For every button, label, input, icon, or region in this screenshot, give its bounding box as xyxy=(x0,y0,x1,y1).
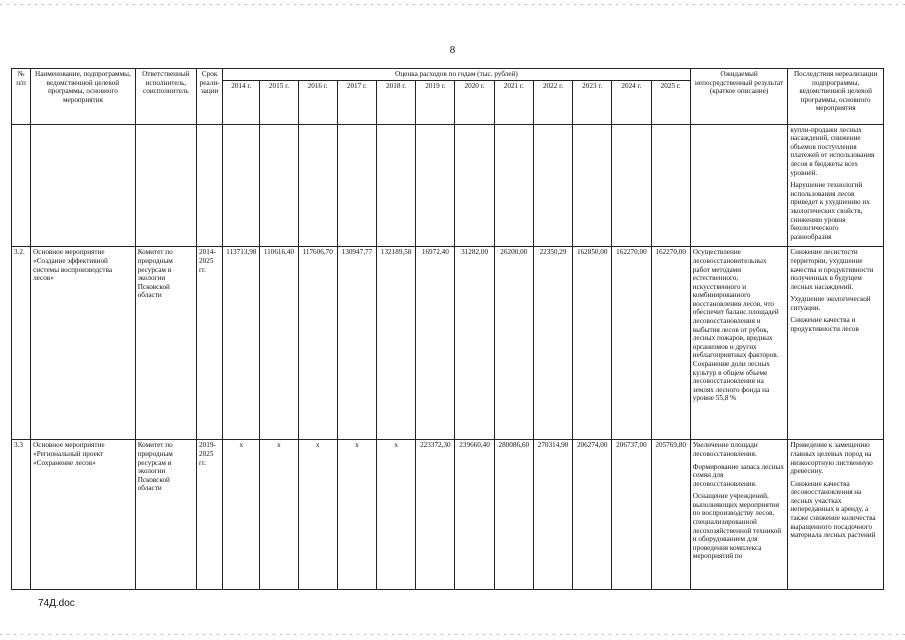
row-executor xyxy=(135,124,196,247)
row-result xyxy=(690,247,788,440)
result-text: Увеличение площади лесовосстановления. xyxy=(692,441,758,458)
cost-cell xyxy=(223,124,260,247)
header-year: 2016 г. xyxy=(298,80,337,124)
cost-cell: x xyxy=(337,440,376,590)
consequence-text: купли-продажи лесных насаждений, снижение объемов поступления платежей от использования лесов в бюджеты всех уровней. xyxy=(790,125,875,177)
consequence-text: Снижение качества лесовосстановления на лесных участках непереданных в аренду, а также снижение количества выращенного посадочного материала лесных растений xyxy=(790,479,876,540)
cost-cell: 26200,00 xyxy=(494,247,533,440)
header-consequences: Последствия нереализации подпрограммы, ведомственной целевой программы, основного мероприятия xyxy=(788,69,884,125)
cost-cell: 239660,40 xyxy=(455,440,494,590)
header-num: № п/п xyxy=(12,69,31,125)
row-consequences xyxy=(788,124,884,247)
cost-cell xyxy=(573,124,612,247)
cost-cell xyxy=(416,124,455,247)
header-year: 2024 г. xyxy=(612,80,651,124)
cost-cell xyxy=(455,124,494,247)
cost-cell xyxy=(260,124,298,247)
header-year: 2023 г. xyxy=(573,80,612,124)
row-name xyxy=(31,124,136,247)
document-filename: 74Д.doc xyxy=(38,598,75,609)
header-year: 2022 г. xyxy=(533,80,572,124)
row-name: Основное мероприятие «Региональный проект «Сохранение лесов» xyxy=(31,440,136,590)
result-text: Оснащение учреждений, выполняющих мероприятия по воспроизводству лесов, специализированной лесохозяйственной техникой и оборудованием для проведения комплекса мероприятий по xyxy=(692,492,782,561)
cost-cell: 162270,00 xyxy=(651,247,690,440)
cost-cell: x xyxy=(223,440,260,590)
header-executor: Ответственный исполнитель, соисполнитель xyxy=(135,69,196,125)
scan-artifact-top xyxy=(0,4,905,5)
row-executor: Комитет по природным ресурсам и экологии Псковской области xyxy=(135,440,196,590)
scan-artifact-bottom xyxy=(0,634,905,635)
header-year: 2017 г. xyxy=(337,80,376,124)
cost-cell xyxy=(533,124,572,247)
cost-cell: 110616,40 xyxy=(260,247,298,440)
cost-cell: 16972,40 xyxy=(416,247,455,440)
row-consequences xyxy=(788,440,884,590)
cost-cell: 132189,58 xyxy=(377,247,416,440)
cost-cell: 206274,00 xyxy=(573,440,612,590)
cost-cell: x xyxy=(298,440,337,590)
table-row xyxy=(12,124,884,247)
table-row xyxy=(12,247,884,440)
cost-cell xyxy=(612,124,651,247)
cost-cell: 206737,00 xyxy=(612,440,651,590)
header-year: 2025 г. xyxy=(651,80,690,124)
header-year: 2015 г. xyxy=(260,80,298,124)
row-consequences xyxy=(788,247,884,440)
consequence-text: Приведение к замещению главных целевых пород на низкосортную лиственную древесину. xyxy=(790,441,873,476)
result-text: Осуществление лесовосстановительных работ методами естественного, искусственного и комбинированного восстановления лесов, что обеспечит баланс площадей лесовосстановления и выбытия лесов от рубок, лесных пожаров, вредных организмов и других неблагоприятных факторов. Сохранение доли лесных культур в общем объеме лесовосстановления на землях лесного фонда на уровне 55,8 % xyxy=(692,248,779,403)
cost-cell: 113713,98 xyxy=(223,247,260,440)
row-result xyxy=(690,124,788,247)
row-name: Основное мероприятие «Создание эффективной системы воспроизводства лесов» xyxy=(31,247,136,440)
cost-cell: 117606,70 xyxy=(298,247,337,440)
cost-cell xyxy=(298,124,337,247)
header-costs: Оценка расходов по годам (тыс. рублей) xyxy=(223,69,691,81)
cost-cell xyxy=(337,124,376,247)
expenses-table xyxy=(11,68,884,590)
consequence-text: Снижение лесистости территории, ухудшение качества и продуктивности полученных в будущем лесных насаждений. xyxy=(790,248,874,291)
cost-cell: 130947,77 xyxy=(337,247,376,440)
header-result: Ожидаемый непосредственный результат (краткое описание) xyxy=(690,69,788,125)
result-text: Формирование запаса лесных семян для лесовосстановления. xyxy=(692,462,784,488)
header-name: Наименование, подпрограммы, ведомственной целевой программы, основного мероприятия xyxy=(31,69,136,125)
cost-cell xyxy=(494,124,533,247)
cost-cell: 270314,90 xyxy=(533,440,572,590)
cost-cell: x xyxy=(260,440,298,590)
header-term: Срок реали-зации xyxy=(197,69,223,125)
row-term xyxy=(197,124,223,247)
header-year: 2018 г. xyxy=(377,80,416,124)
consequence-text: Снижение качества и продуктивности лесов xyxy=(790,316,859,334)
header-year: 2014 г. xyxy=(223,80,260,124)
row-executor: Комитет по природным ресурсам и экологии Псковской области xyxy=(135,247,196,440)
cost-cell: x xyxy=(377,440,416,590)
row-result xyxy=(690,440,788,590)
row-num: 3.3 xyxy=(12,440,31,590)
cost-cell: 162270,00 xyxy=(612,247,651,440)
consequence-text: Нарушение технологий использования лесов приведет к ухудшению их экологических свойств, снижению уровня биологического разнообразия xyxy=(790,181,870,241)
cost-cell: 22350,29 xyxy=(533,247,572,440)
cost-cell xyxy=(651,124,690,247)
row-num: 3.2. xyxy=(12,247,31,440)
page-number: 8 xyxy=(449,44,456,56)
header-year: 2021 г. xyxy=(494,80,533,124)
row-term: 2014-2025 гг. xyxy=(197,247,223,440)
row-num xyxy=(12,124,31,247)
header-year: 2019 г. xyxy=(416,80,455,124)
header-year: 2020 г. xyxy=(455,80,494,124)
cost-cell: 223372,30 xyxy=(416,440,455,590)
consequence-text: Ухудшение экологической ситуации. xyxy=(790,295,871,312)
cost-cell: 162850,00 xyxy=(573,247,612,440)
row-term: 2019-2025 гг. xyxy=(197,440,223,590)
cost-cell xyxy=(377,124,416,247)
cost-cell: 205769,80 xyxy=(651,440,690,590)
cost-cell: 280086,60 xyxy=(494,440,533,590)
cost-cell: 31282,00 xyxy=(455,247,494,440)
table-row xyxy=(12,440,884,590)
